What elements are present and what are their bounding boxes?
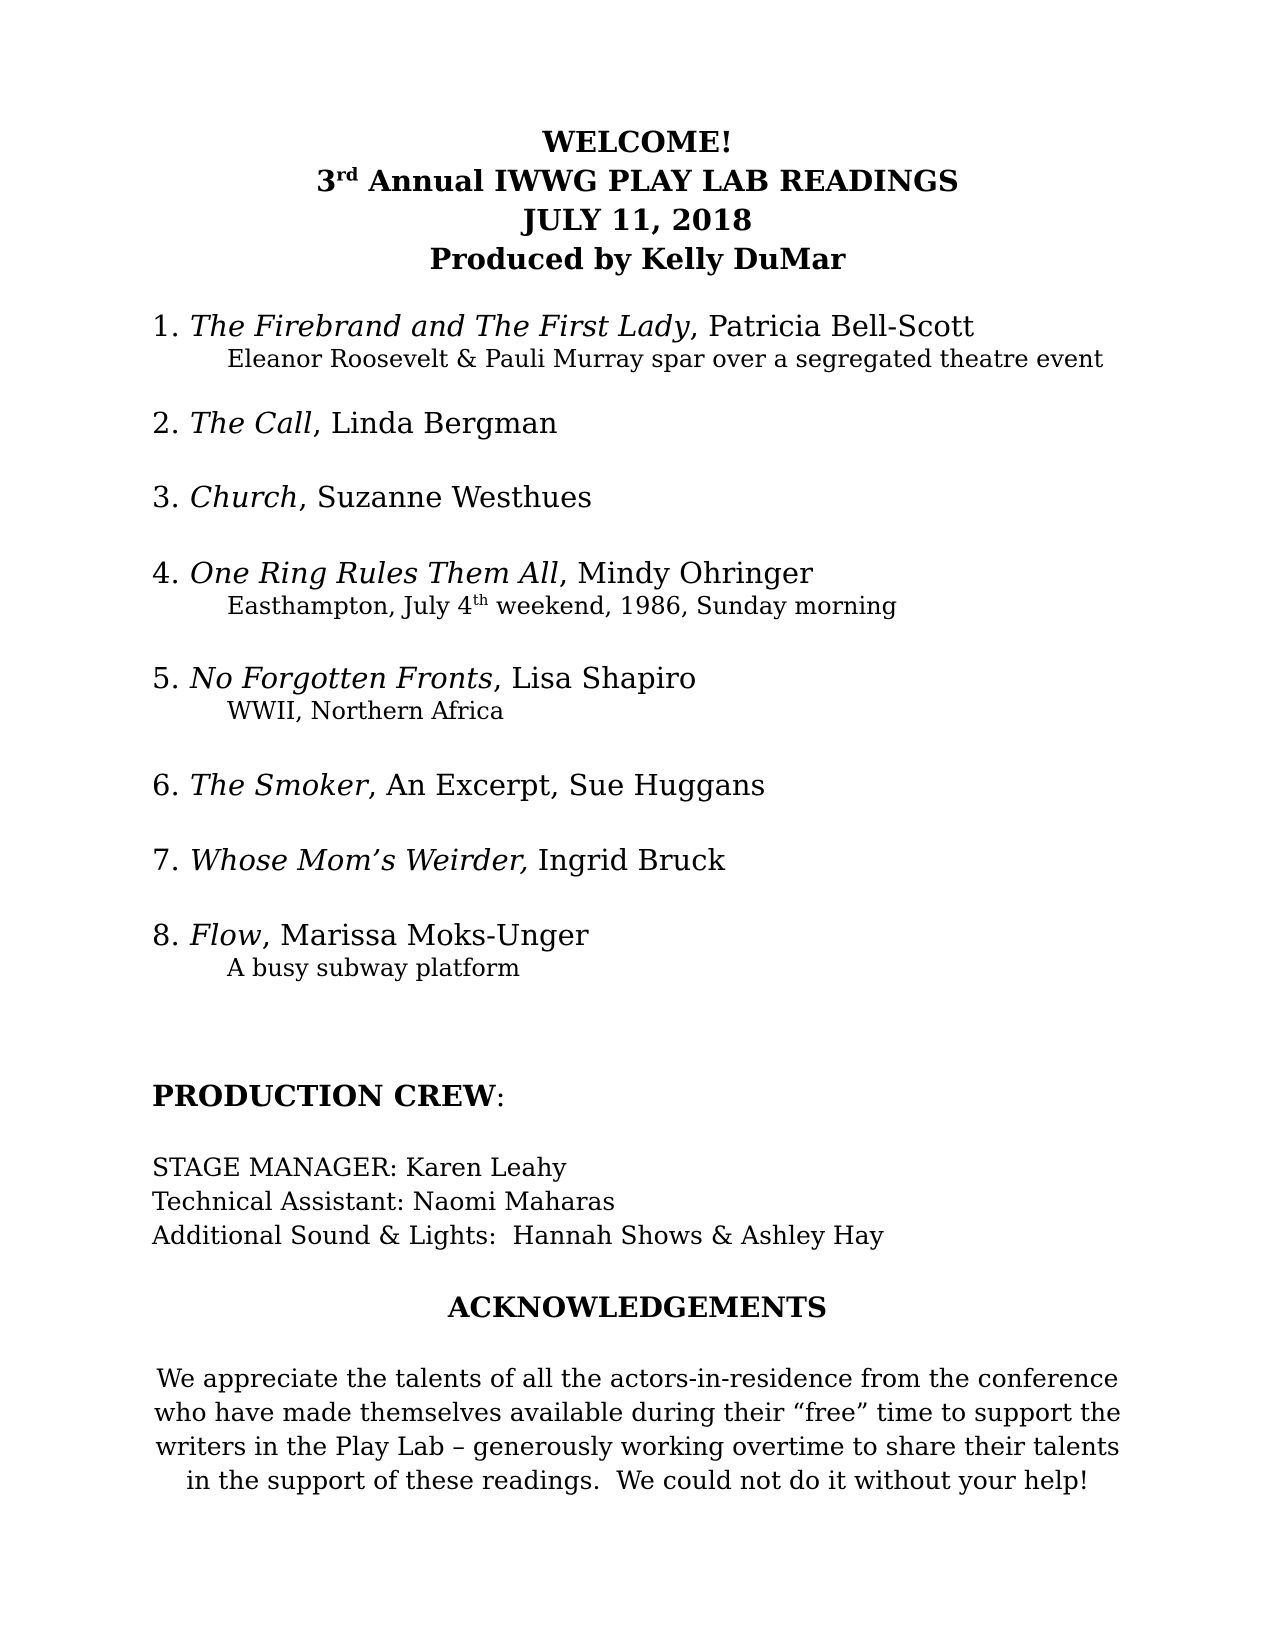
acknowledgements-line: We appreciate the talents of all the actors-in-residence from the conference (156, 1364, 1119, 1393)
play-title: No Forgotten Fronts (190, 661, 493, 695)
play-title-line (152, 660, 1232, 696)
acknowledgements-heading: ACKNOWLEDGEMENTS (447, 1291, 828, 1324)
play-item-4 (152, 555, 1232, 621)
ordinal-suffix: rd (336, 164, 359, 186)
play-author: , Marissa Moks-Unger (261, 918, 589, 952)
play-item-6 (152, 767, 1232, 803)
play-title-line (152, 308, 1232, 344)
play-title-line (152, 479, 1232, 515)
play-title: One Ring Rules Them All (190, 556, 559, 590)
crew-heading-text: PRODUCTION CREW (152, 1079, 496, 1113)
play-author: , Suzanne Westhues (298, 480, 593, 514)
play-title: Flow (190, 918, 262, 952)
producer-credit: Produced by Kelly DuMar (429, 242, 846, 276)
play-number: 3. (152, 480, 180, 514)
play-author: , An Excerpt, Sue Huggans (367, 768, 766, 802)
play-title-line (152, 842, 1232, 878)
production-crew-heading (152, 1078, 505, 1114)
description-text: weekend, 1986, Sunday morning (488, 592, 897, 620)
play-number: 4. (152, 556, 180, 590)
play-number: 1. (152, 309, 180, 343)
crew-member: STAGE MANAGER: Karen Leahy (152, 1153, 567, 1182)
play-title: The Call (190, 406, 313, 440)
play-description: WWII, Northern Africa (227, 697, 505, 725)
play-author: , Linda Bergman (312, 406, 558, 440)
acknowledgements-body (0, 1362, 1275, 1498)
play-number: 2. (152, 406, 180, 440)
play-title: The Firebrand and The First Lady (190, 309, 690, 343)
play-item-5 (152, 660, 1232, 726)
play-title-line (152, 405, 1232, 441)
play-number: 7. (152, 843, 180, 877)
play-title-line (152, 917, 1232, 953)
event-title (0, 162, 1275, 201)
crew-member: Technical Assistant: Naomi Maharas (152, 1187, 616, 1216)
play-title: Church (190, 480, 299, 514)
crew-heading-colon: : (495, 1079, 506, 1113)
play-title: Whose Mom’s Weirder, (190, 843, 529, 877)
acknowledgements-line: in the support of these readings. We could not do it without your help! (186, 1466, 1089, 1495)
play-description: A busy subway platform (227, 954, 521, 982)
crew-member: Additional Sound & Lights: Hannah Shows & Ashley Hay (152, 1221, 884, 1250)
play-author: , Patricia Bell-Scott (689, 309, 975, 343)
play-description (227, 591, 1232, 621)
program-header (0, 123, 1275, 279)
ordinal-number: 3 (316, 164, 337, 198)
play-item-7 (152, 842, 1232, 878)
acknowledgements-line: writers in the Play Lab – generously working overtime to share their talents (155, 1432, 1120, 1461)
play-item-3 (152, 479, 1232, 515)
welcome-title: WELCOME! (542, 125, 733, 159)
play-title-line (152, 555, 1232, 591)
play-number: 5. (152, 661, 180, 695)
play-number: 8. (152, 918, 180, 952)
production-crew-list (152, 1151, 884, 1253)
event-name: Annual IWWG PLAY LAB READINGS (358, 164, 959, 198)
play-number: 6. (152, 768, 180, 802)
play-title-line (152, 767, 1232, 803)
play-item-2 (152, 405, 1232, 441)
play-item-1 (152, 308, 1232, 374)
play-author: Ingrid Bruck (528, 843, 726, 877)
play-title: The Smoker (190, 768, 368, 802)
acknowledgements-line: who have made themselves available during their “free” time to support the (154, 1398, 1121, 1427)
play-author: , Mindy Ohringer (558, 556, 813, 590)
event-date: JULY 11, 2018 (522, 203, 753, 237)
ordinal-suffix: th (472, 591, 489, 609)
description-text: Easthampton, July 4 (227, 592, 473, 620)
play-description: Eleanor Roosevelt & Pauli Murray spar over a segregated theatre event (227, 345, 1104, 373)
play-author: , Lisa Shapiro (492, 661, 697, 695)
play-item-8 (152, 917, 1232, 983)
